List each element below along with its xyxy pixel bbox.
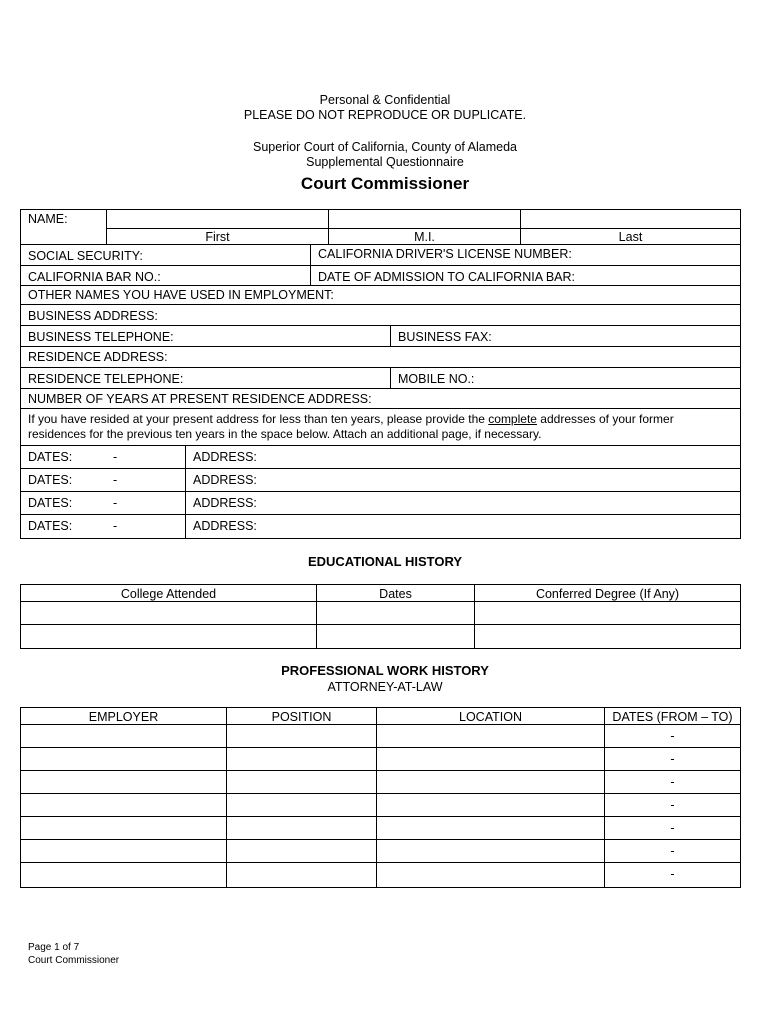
residence-instructions: If you have resided at your present address for less than ten years, please provide the complete addresses of your former residences for the previous ten years in the space below. Attach an additional page, if necessary. [20, 408, 741, 446]
page-footer [28, 941, 119, 967]
position-field[interactable] [226, 747, 377, 771]
employer-field[interactable] [20, 747, 227, 771]
business-telephone-field[interactable]: BUSINESS TELEPHONE: [20, 325, 391, 347]
mobile-number-field[interactable]: MOBILE NO.: [390, 367, 741, 389]
employer-field[interactable] [20, 862, 227, 888]
residence-address-history-field[interactable]: ADDRESS: [185, 445, 741, 469]
employer-column-header: EMPLOYER [20, 707, 227, 725]
last-name-field[interactable] [520, 209, 741, 229]
location-field[interactable] [376, 862, 605, 888]
residence-telephone-field[interactable]: RESIDENCE TELEPHONE: [20, 367, 391, 389]
first-name-caption: First [106, 228, 329, 245]
location-field[interactable] [376, 793, 605, 817]
employer-field[interactable] [20, 816, 227, 840]
degree-field[interactable] [474, 601, 741, 625]
residence-address-history-field[interactable]: ADDRESS: [185, 514, 741, 539]
degree-field[interactable] [474, 624, 741, 649]
position-column-header: POSITION [226, 707, 377, 725]
form-name: Court Commissioner [28, 955, 120, 966]
social-security-field[interactable]: SOCIAL SECURITY: [20, 244, 311, 266]
residence-address-field[interactable]: RESIDENCE ADDRESS: [20, 346, 741, 368]
education-dates-field[interactable] [316, 601, 475, 625]
middle-initial-field[interactable] [328, 209, 521, 229]
dates-from-to-column-header: DATES (FROM – TO) [604, 707, 741, 725]
business-address-field[interactable]: BUSINESS ADDRESS: [20, 304, 741, 326]
college-column-header: College Attended [20, 584, 317, 602]
business-fax-field[interactable]: BUSINESS FAX: [390, 325, 741, 347]
first-name-field[interactable] [106, 209, 329, 229]
work-dates-field[interactable]: - [604, 770, 741, 794]
location-column-header: LOCATION [376, 707, 605, 725]
work-history-heading: PROFESSIONAL WORK HISTORY [281, 663, 489, 678]
location-field[interactable] [376, 816, 605, 840]
location-field[interactable] [376, 839, 605, 863]
residence-dates-field[interactable]: DATES: - [20, 468, 186, 492]
no-reproduce-notice: PLEASE DO NOT REPRODUCE OR DUPLICATE. [243, 108, 527, 122]
residence-dates-field[interactable]: DATES: - [20, 491, 186, 515]
last-name-caption: Last [520, 228, 741, 245]
position-field[interactable] [226, 770, 377, 794]
residence-dates-field[interactable]: DATES: - [20, 445, 186, 469]
education-heading: EDUCATIONAL HISTORY [307, 554, 463, 569]
employer-field[interactable] [20, 770, 227, 794]
attorney-subheading: ATTORNEY-AT-LAW [327, 680, 443, 694]
court-name: Superior Court of California, County of Alameda [252, 140, 518, 154]
location-field[interactable] [376, 724, 605, 748]
residence-address-history-field[interactable]: ADDRESS: [185, 468, 741, 492]
confidential-notice: Personal & Confidential [319, 93, 451, 107]
position-field[interactable] [226, 793, 377, 817]
bar-admission-date-field[interactable]: DATE OF ADMISSION TO CALIFORNIA BAR: [310, 265, 741, 286]
drivers-license-field[interactable]: CALIFORNIA DRIVER'S LICENSE NUMBER: [310, 244, 741, 266]
employer-field[interactable] [20, 793, 227, 817]
years-at-residence-field[interactable]: NUMBER OF YEARS AT PRESENT RESIDENCE ADDRESS: [20, 388, 741, 409]
residence-address-history-field[interactable]: ADDRESS: [185, 491, 741, 515]
name-label: NAME: [20, 209, 107, 245]
college-field[interactable] [20, 601, 317, 625]
position-field[interactable] [226, 839, 377, 863]
employer-field[interactable] [20, 839, 227, 863]
work-dates-field[interactable]: - [604, 793, 741, 817]
position-field[interactable] [226, 724, 377, 748]
questionnaire-name: Supplemental Questionnaire [306, 155, 464, 169]
work-dates-field[interactable]: - [604, 747, 741, 771]
dates-column-header: Dates [316, 584, 475, 602]
position-field[interactable] [226, 862, 377, 888]
location-field[interactable] [376, 747, 605, 771]
location-field[interactable] [376, 770, 605, 794]
work-dates-field[interactable]: - [604, 862, 741, 888]
degree-column-header: Conferred Degree (If Any) [474, 584, 741, 602]
work-dates-field[interactable]: - [604, 816, 741, 840]
work-dates-field[interactable]: - [604, 839, 741, 863]
employer-field[interactable] [20, 724, 227, 748]
education-dates-field[interactable] [316, 624, 475, 649]
position-field[interactable] [226, 816, 377, 840]
other-names-field[interactable]: OTHER NAMES YOU HAVE USED IN EMPLOYMENT: [20, 285, 741, 305]
bar-number-field[interactable]: CALIFORNIA BAR NO.: [20, 265, 311, 286]
page-title: Court Commissioner [300, 174, 470, 193]
work-dates-field[interactable]: - [604, 724, 741, 748]
page-number: Page 1 of 7 [28, 942, 80, 953]
residence-dates-field[interactable]: DATES: - [20, 514, 186, 539]
middle-initial-caption: M.I. [328, 228, 521, 245]
college-field[interactable] [20, 624, 317, 649]
